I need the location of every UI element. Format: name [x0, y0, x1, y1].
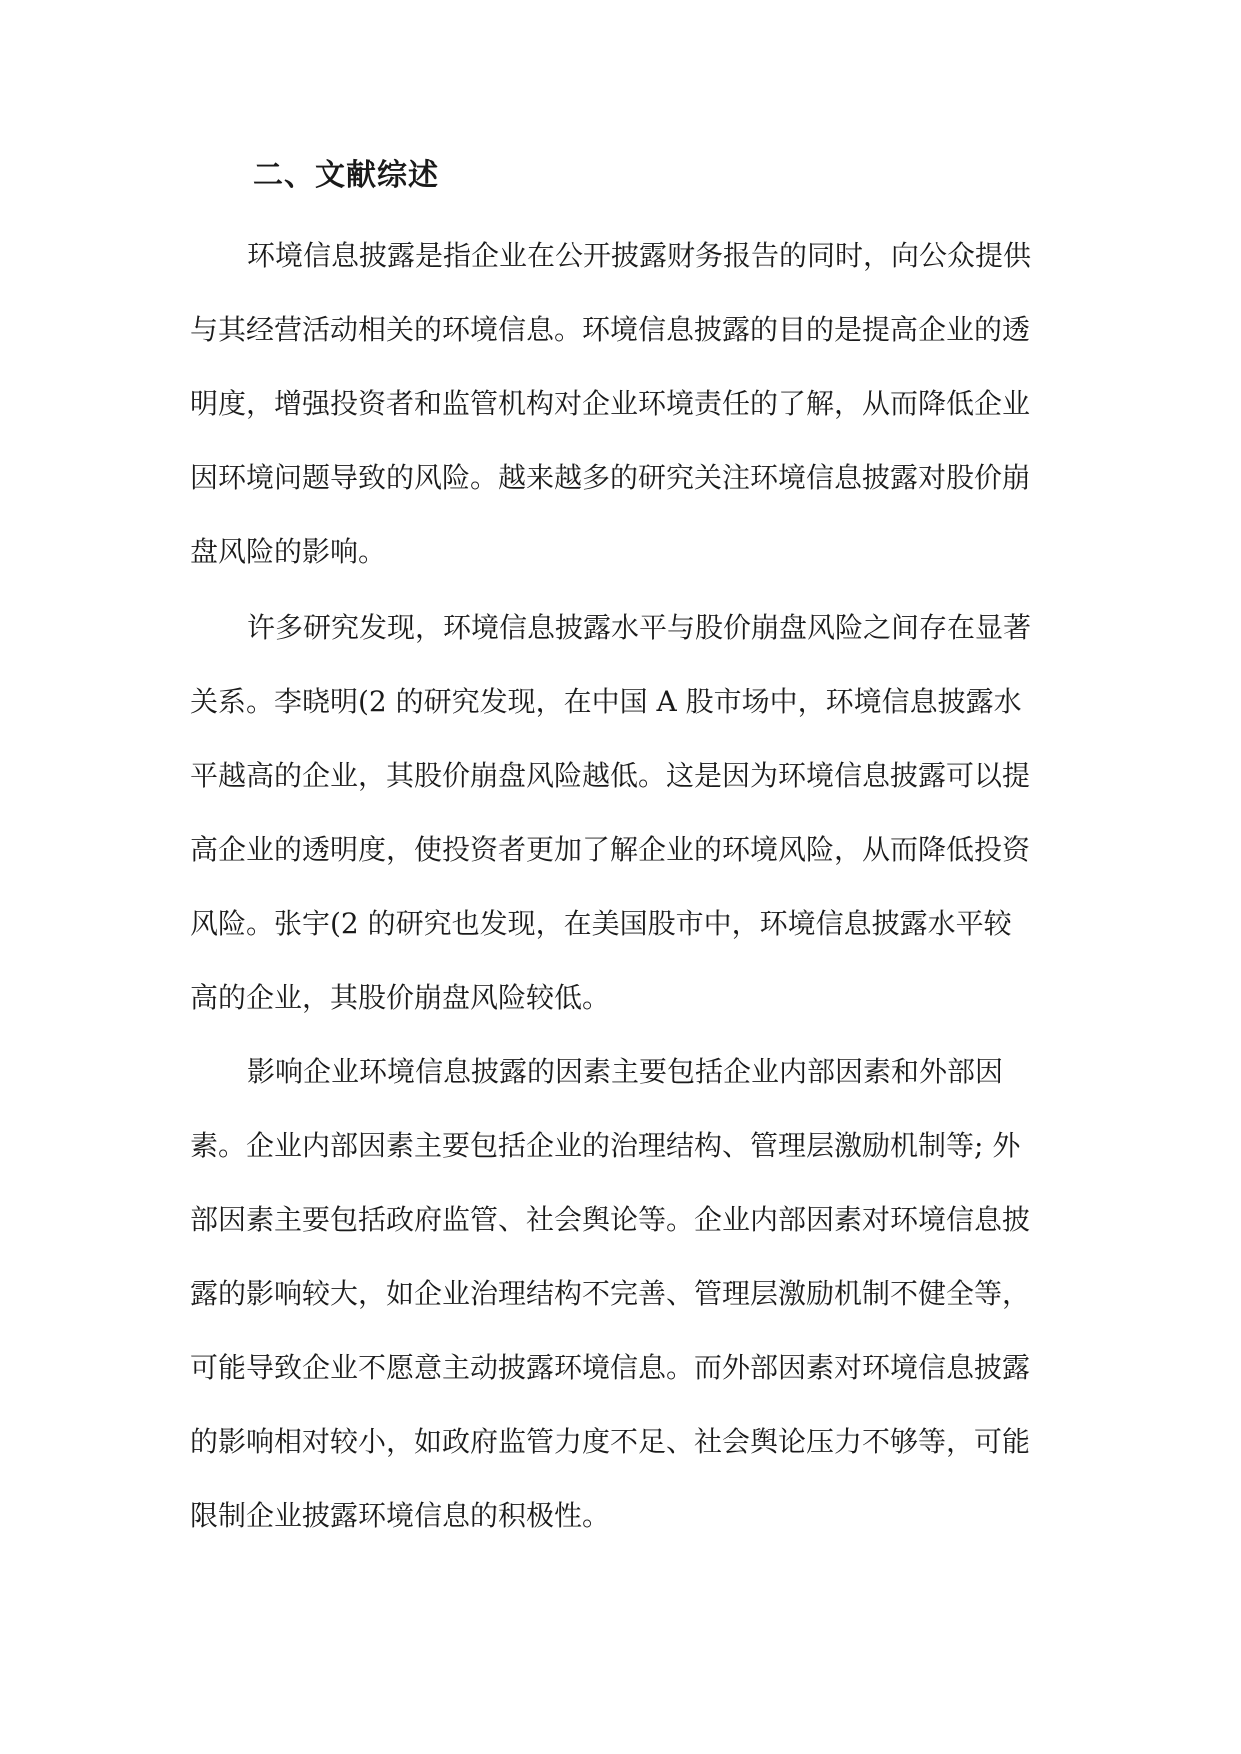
paragraph-2-line-6: 高的企业，其股价崩盘风险较低。 [190, 981, 611, 1014]
paragraph-3-line-5: 可能导致企业不愿意主动披露环境信息。而外部因素对环境信息披露 [190, 1351, 1031, 1384]
paragraph-2-line-5: 风险。张宇(2 的研究也发现，在美国股市中，环境信息披露水平较 [190, 907, 1012, 940]
paragraph-3-line-1: 影响企业环境信息披露的因素主要包括企业内部因素和外部因 [247, 1055, 1004, 1088]
section-heading: 二、文献综述 [253, 158, 439, 193]
paragraph-3-line-3: 部因素主要包括政府监管、社会舆论等。企业内部因素对环境信息披 [190, 1203, 1031, 1236]
paragraph-3-line-7: 限制企业披露环境信息的积极性。 [190, 1499, 611, 1532]
paragraph-1-line-1: 环境信息披露是指企业在公开披露财务报告的同时，向公众提供 [247, 239, 1032, 272]
paragraph-3-line-6: 的影响相对较小，如政府监管力度不足、社会舆论压力不够等，可能 [190, 1425, 1031, 1458]
paragraph-1-line-5: 盘风险的影响。 [190, 535, 387, 568]
paragraph-2-line-1: 许多研究发现，环境信息披露水平与股价崩盘风险之间存在显著 [247, 611, 1032, 644]
paragraph-2-line-2: 关系。李晓明(2 的研究发现，在中国 A 股市场中，环境信息披露水 [190, 685, 1022, 718]
paragraph-2-line-4: 高企业的透明度，使投资者更加了解企业的环境风险，从而降低投资 [190, 833, 1031, 866]
paragraph-2-line-3: 平越高的企业，其股价崩盘风险越低。这是因为环境信息披露可以提 [190, 759, 1031, 792]
paragraph-1-line-3: 明度，增强投资者和监管机构对企业环境责任的了解，从而降低企业 [190, 387, 1031, 420]
paragraph-3-line-4: 露的影响较大，如企业治理结构不完善、管理层激励机制不健全等， [190, 1277, 1031, 1310]
paragraph-3-line-2: 素。企业内部因素主要包括企业的治理结构、管理层激励机制等; 外 [190, 1129, 1021, 1162]
paragraph-1-line-4: 因环境问题导致的风险。越来越多的研究关注环境信息披露对股价崩 [190, 461, 1031, 494]
paragraph-1-line-2: 与其经营活动相关的环境信息。环境信息披露的目的是提高企业的透 [190, 313, 1031, 346]
